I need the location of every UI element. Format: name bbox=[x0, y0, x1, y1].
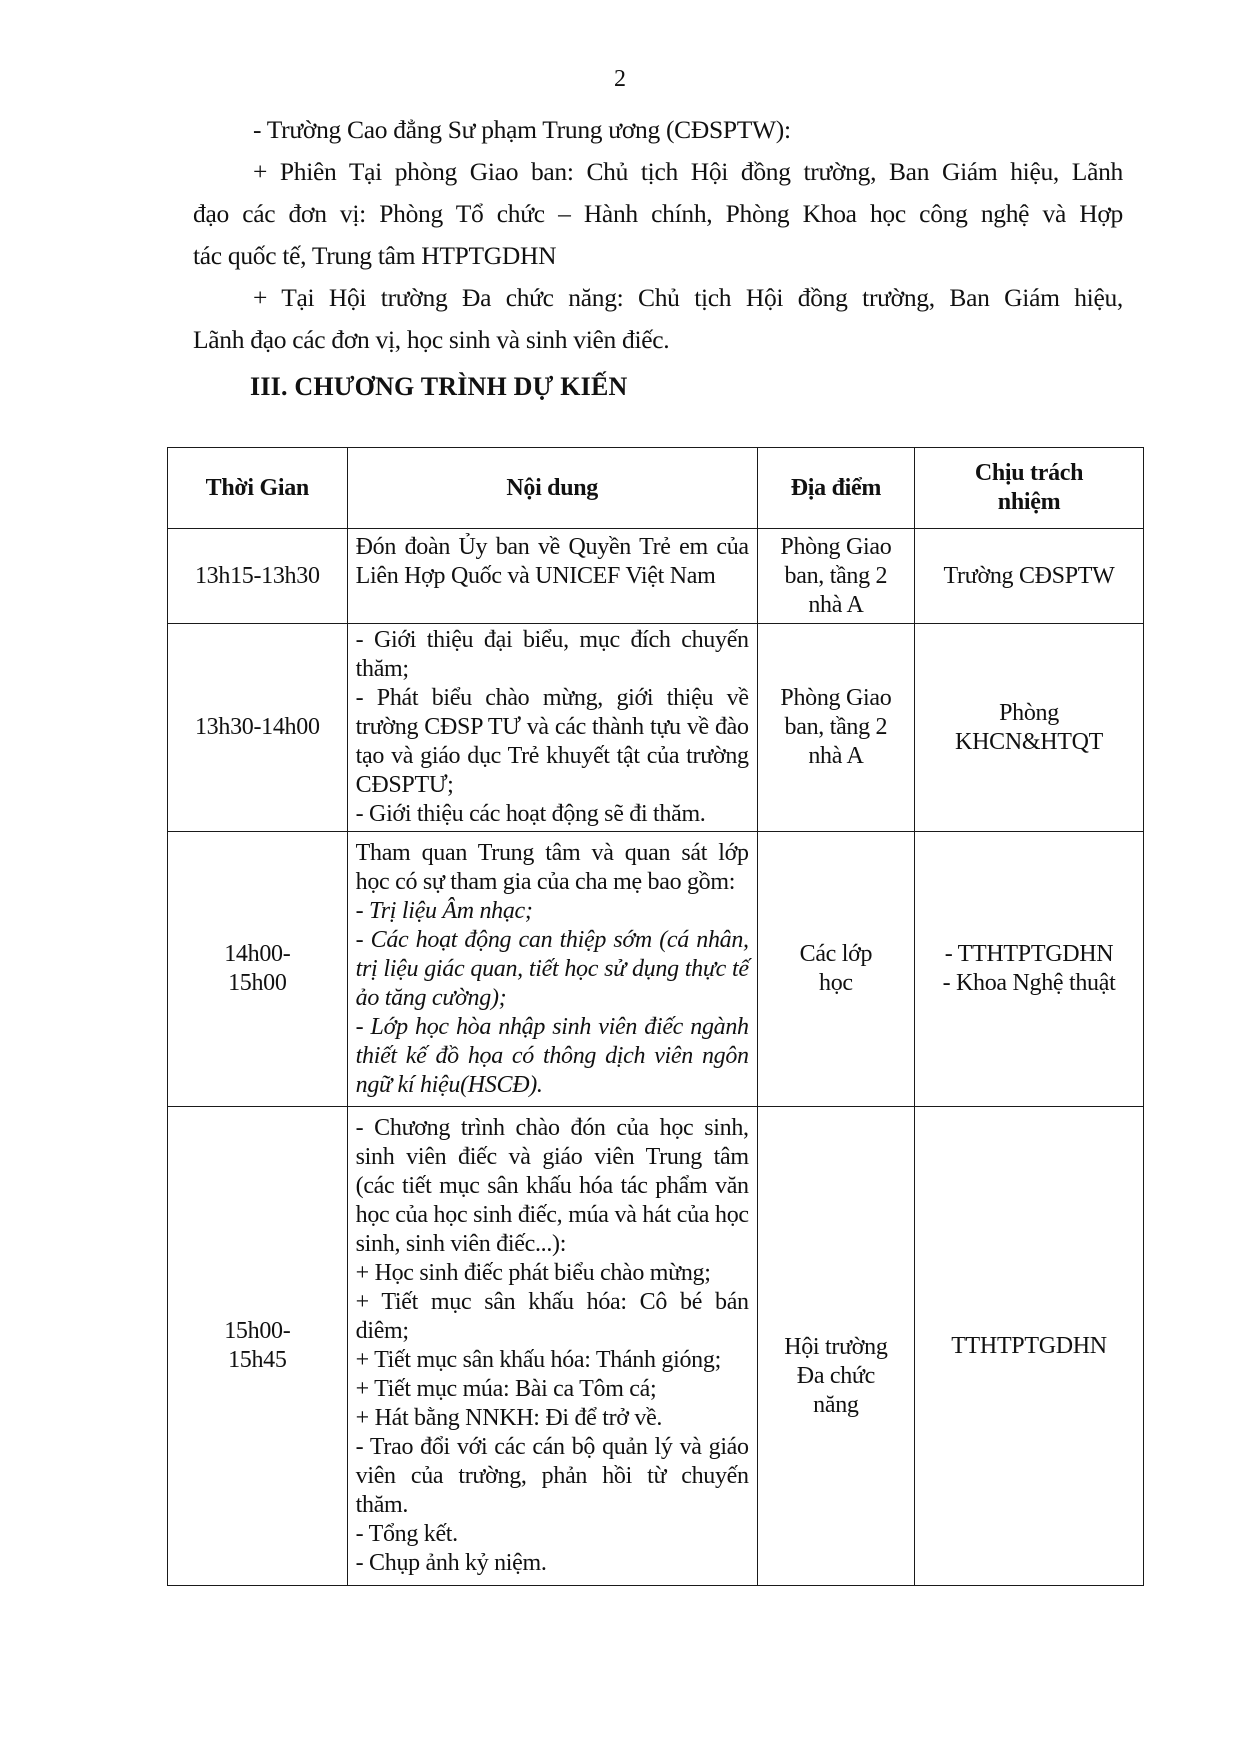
content-line: + Học sinh điếc phát biểu chào mừng; bbox=[355, 1260, 711, 1286]
table-row bbox=[168, 529, 1144, 624]
content-line: + Tiết mục sân khấu hóa: Cô bé bán diêm; bbox=[355, 1289, 749, 1344]
cell-time: 13h30-14h00 bbox=[168, 624, 348, 832]
cell-time: 14h00-15h00 bbox=[168, 832, 348, 1107]
paragraph-line: tác quốc tế, Trung tâm HTPTGDHN bbox=[193, 241, 557, 270]
paragraph-line: + Phiên Tại phòng Giao ban: Chủ tịch Hội đồng trường, Ban Giám hiệu, Lãnh bbox=[253, 157, 1123, 186]
content-line: - Trao đổi với các cán bộ quản lý và giáo viên của trường, phản hồi từ chuyến thăm. bbox=[355, 1434, 749, 1518]
content-line: - Tổng kết. bbox=[355, 1521, 458, 1547]
paragraph-giao-ban-session bbox=[193, 151, 1123, 277]
header-time: Thời Gian bbox=[168, 448, 348, 529]
cell-content bbox=[347, 529, 757, 624]
content-line: - Chương trình chào đón của học sinh, sinh viên điếc và giáo viên Trung tâm (các tiết mục sân khấu hóa tác phẩm văn học của học sinh điếc, múa và hát của học sinh, sinh viên điếc...): bbox=[355, 1115, 749, 1257]
content-line: - Chụp ảnh kỷ niệm. bbox=[355, 1550, 547, 1576]
section-title: III. CHƯƠNG TRÌNH DỰ KIẾN bbox=[250, 372, 628, 401]
cell-content bbox=[347, 832, 757, 1107]
cell-location: Phòng Giao ban, tầng 2 nhà A bbox=[757, 624, 914, 832]
table-row bbox=[168, 832, 1144, 1107]
cell-location: Hội trường Đa chức năng bbox=[757, 1107, 914, 1586]
header-location: Địa điểm bbox=[757, 448, 914, 529]
content-line: + Hát bằng NNKH: Đi để trở về. bbox=[355, 1405, 663, 1431]
paragraph-line: + Tại Hội trường Đa chức năng: Chủ tịch Hội đồng trường, Ban Giám hiệu, bbox=[253, 283, 1123, 312]
cell-location: Phòng Giao ban, tầng 2 nhà A bbox=[757, 529, 914, 624]
paragraph-cdsptw bbox=[193, 109, 1123, 151]
content-line: + Tiết mục sân khấu hóa: Thánh gióng; bbox=[355, 1347, 721, 1373]
cell-location: Các lớp học bbox=[757, 832, 914, 1107]
header-content: Nội dung bbox=[347, 448, 757, 529]
cell-content bbox=[347, 1107, 757, 1586]
content-line: - Lớp học hòa nhập sinh viên điếc ngành thiết kế đồ họa có thông dịch viên ngôn ngữ kí hiệu(HSCĐ). bbox=[355, 1013, 749, 1098]
page-number: 2 bbox=[614, 66, 626, 92]
content-line: Đón đoàn Ủy ban về Quyền Trẻ em của Liên Hợp Quốc và UNICEF Việt Nam bbox=[355, 534, 749, 589]
cell-responsible bbox=[915, 832, 1144, 1107]
paragraph-hall-session bbox=[193, 277, 1123, 361]
content-line: - Giới thiệu các hoạt động sẽ đi thăm. bbox=[355, 801, 706, 827]
content-line: - Phát biểu chào mừng, giới thiệu về trường CĐSP TƯ và các thành tựu về đào tạo và giáo dục Trẻ khuyết tật của trường CĐSPTƯ; bbox=[355, 685, 749, 798]
content-line: - Trị liệu Âm nhạc; bbox=[355, 897, 533, 924]
schedule-table bbox=[167, 447, 1144, 1586]
content-line: - Các hoạt động can thiệp sớm (cá nhân, trị liệu giác quan, tiết học sử dụng thực tế ảo tăng cường); bbox=[355, 926, 749, 1011]
header-responsible: Chịu trách nhiệm bbox=[915, 448, 1144, 529]
responsible-line: - TTHTPTGDHN bbox=[944, 941, 1114, 967]
cell-responsible: Trường CĐSPTW bbox=[915, 529, 1144, 624]
cell-responsible: Phòng KHCN&HTQT bbox=[915, 624, 1144, 832]
table-row bbox=[168, 1107, 1144, 1586]
paragraph-line: - Trường Cao đẳng Sư phạm Trung ương (CĐSPTW): bbox=[253, 115, 791, 144]
table-row bbox=[168, 624, 1144, 832]
cell-time: 15h00-15h45 bbox=[168, 1107, 348, 1586]
content-line: - Giới thiệu đại biểu, mục đích chuyến thăm; bbox=[355, 627, 749, 682]
paragraph-line: đạo các đơn vị: Phòng Tổ chức – Hành chính, Phòng Khoa học công nghệ và Hợp bbox=[193, 199, 1123, 228]
table-header-row bbox=[168, 448, 1144, 529]
content-line: Tham quan Trung tâm và quan sát lớp học có sự tham gia của cha mẹ bao gồm: bbox=[355, 839, 749, 895]
responsible-line: - Khoa Nghệ thuật bbox=[942, 970, 1116, 996]
cell-responsible: TTHTPTGDHN bbox=[915, 1107, 1144, 1586]
paragraph-line: Lãnh đạo các đơn vị, học sinh và sinh viên điếc. bbox=[193, 325, 670, 354]
cell-content bbox=[347, 624, 757, 832]
cell-time: 13h15-13h30 bbox=[168, 529, 348, 624]
content-line: + Tiết mục múa: Bài ca Tôm cá; bbox=[355, 1376, 657, 1402]
